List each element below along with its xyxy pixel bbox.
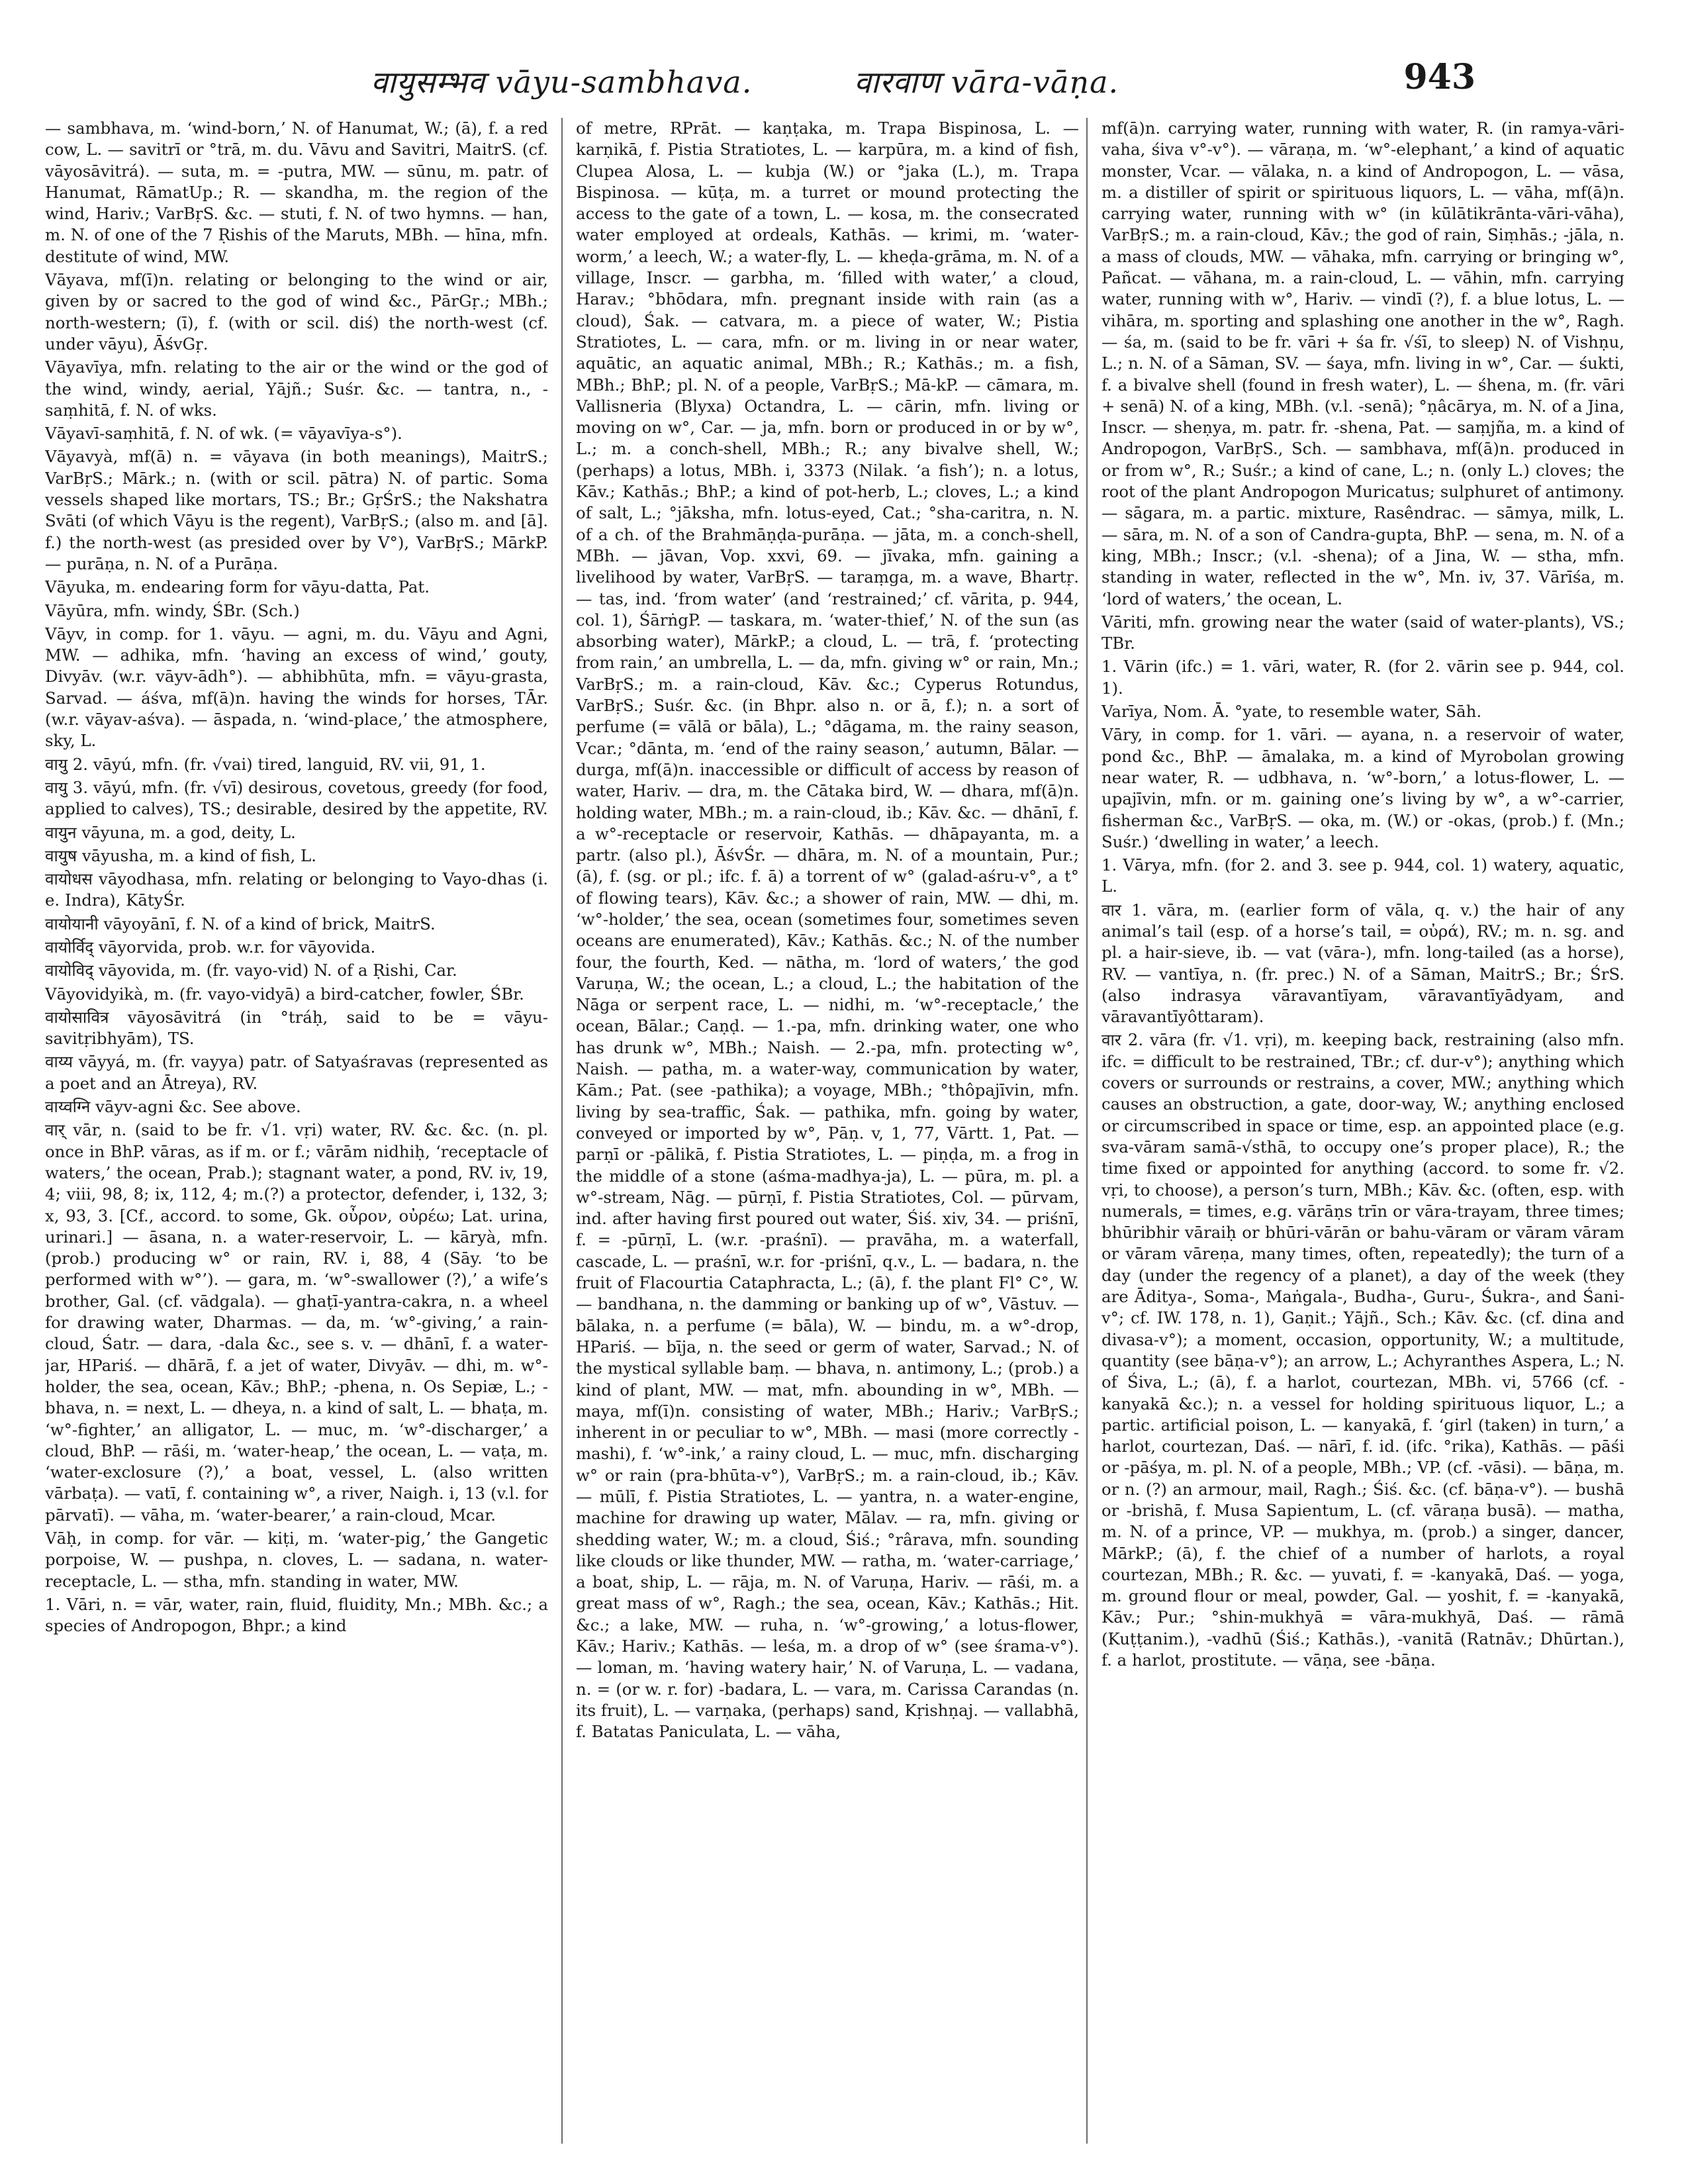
dictionary-entry: वाय्य vāyyá, m. (fr. vayya) patr. of Satyaśravas (represented as a poet and an Ātreya), RV.: [45, 1052, 548, 1093]
dictionary-entry: वायोर्विद् vāyorvida, prob. w.r. for vāyovida.: [45, 937, 376, 957]
column-divider: [1086, 118, 1088, 2144]
dictionary-entry: वार 2. vāra (fr. √1. vṛi), m. keeping back, restraining (also mfn. ifc. = difficult to be restrained, TBr.; cf. dur-v°); anything which covers or surrounds or restrains, a cover, MW.; anything which causes an obstruction, a gate, door-way, W.; anything enclosed or circumscribed in space or time, esp. an appointed place (e.g. sva-vāram samā-√sthā, to occupy one’s proper place), R.; the time fixed or appointed for anything (accord. to some fr. √2. vṛi, to choose), a person’s turn, MBh.; Kāv. &c. (often, esp. with numerals, = times, e.g. vārāṇs trīn or vāra-trayam, three times; bhūribhir vāraiḥ or bhūri-vārān or bahu-vāram or vāram vāram or vāram vāreṇa, many times, often, repeatedly); the turn of a day (under the regency of a planet), a day of the week (they are Āditya-, Soma-, Maṅgala-, Budha-, Guru-, Śukra-, and Śani-v°; cf. IW. 178, n. 1), Gaṇit.; Yājñ., Sch.; Kāv. &c. (cf. dina and divasa-v°); a moment, occasion, opportunity, W.; a multitude, quantity (see bāṇa-v°); an arrow, L.; Achyranthes Aspera, L.; N. of Śiva, L.; (ā), f. a harlot, courtezan, MBh. vi, 5766 (cf. -kanyakā &c.); n. a vessel for holding spirituous liquor, L.; a partic. artificial poison, L. — kanyakā, f. ‘girl (taken) in turn,’ a harlot, courtezan, Daś. — nārī, f. id. (ifc. °rika), Kathās. — pāśi or -pāśya, m. pl. N. of a people, MBh.; VP. (cf. -vāsi). — bāṇa, m. or n. (?) an armour, mail, Ragh.; Śiś. &c. (cf. bāṇa-v°). — bushā or -brishā, f. Musa Sapientum, L. (cf. vāraṇa busā). — matha, m. N. of a prince, VP. — mukhya, m. (prob.) a singer, dancer, MārkP.; (ā), f. the chief of a number of harlots, a royal courtezan, MBh.; R. &c. — yuvati, f. = -kanyakā, Daś. — yoga, m. ground flour or meal, powder, Gal. — yoshit, f. = -kanyakā, Kāv.; Pur.; °shin-mukhyā = vāra-mukhyā, Daś. — rāmā (Kuṭṭanim.), -vadhū (Śiś.; Kathās.), -vanitā (Ratnāv.; Dhūrtan.), f. a harlot, prostitute. — vāṇa, see -bāṇa.: [1101, 1030, 1624, 1670]
dictionary-entry: Vāyv, in comp. for 1. vāyu. — agni, m. du. Vāyu and Agni, MW. — adhika, mfn. ‘having an excess of wind,’ gouty, Divyāv. (w.r. vāyv-ādh°). — abhibhūta, mfn. = vāyu-grasta, Sarvad. — áśva, mf(ā)n. having the winds for horses, TĀr. (w.r. vāyav-aśva). — āspada, n. ‘wind-place,’ the atmosphere, sky, L.: [45, 624, 548, 751]
dictionary-entry: of metre, RPrāt. — kaṇṭaka, m. Trapa Bispinosa, L. — karṇikā, f. Pistia Stratiotes, L. — karpūra, m. a kind of fish, Clupea Alosa, L. — kubja (W.) or °jaka (L.), m. Trapa Bispinosa. — kūṭa, m. a turret or mound protecting the access to the gate of a town, L. — kosa, m. the consecrated water employed at ordeals, Kathās. — krimi, m. ‘water-worm,’ a leech, W.; a water-fly, L. — kheḍa-grāma, m. N. of a village, Inscr. — garbha, m. ‘filled with water,’ a cloud, Harav.; °bhōdara, mfn. pregnant inside with rain (as a cloud), Śak. — catvara, m. a piece of water, W.; Pistia Stratiotes, L. — cara, mfn. or m. living in or near water, aquātic, an aquatic animal, MBh.; R.; Kathās.; m. a fish, MBh.; BhP.; pl. N. of a people, VarBṛS.; Mā-kP. — cāmara, m. Vallisneria (Blyxa) Octandra, L. — cārin, mfn. living or moving on w°, Car. — ja, mfn. born or produced in or by w°, L.; m. a conch-shell, MBh.; R.; any bivalve shell, W.; (perhaps) a lotus, MBh. i, 3373 (Nilak. ‘a fish’); n. a lotus, Kāv.; Kathās.; BhP.; a kind of pot-herb, L.; cloves, L.; a kind of salt, L.; °jāksha, mfn. lotus-eyed, Cat.; °sha-caritra, n. N. of a ch. of the Brahmāṇḍa-purāṇa. — jāta, m. a conch-shell, MBh. — jāvan, Vop. xxvi, 69. — jīvaka, mfn. gaining a livelihood by water, VarBṛS. — taraṃga, m. a wave, Bhartṛ. — tas, ind. ‘from water’ (and ‘restrained;’ cf. vārita, p. 944, col. 1), ŚārṅgP. — taskara, m. ‘water-thief,’ N. of the sun (as absorbing water), MārkP.; a cloud, L. — trā, f. ‘protecting from rain,’ an umbrella, L. — da, mfn. giving w° or rain, Mn.; VarBṛS.; m. a rain-cloud, Kāv. &c.; Cyperus Rotundus, VarBṛS.; Suśr. &c. (in Bhpr. also n. or ā, f.); n. a sort of perfume (= vālā or bāla), L.; °dāgama, m. the rainy season, Vcar.; °dānta, m. ‘end of the rainy season,’ autumn, Bālar. — durga, mf(ā)n. inaccessible or difficult of access by reason of water, Hariv. — dra, m. the Cātaka bird, W. — dhara, mf(ā)n. holding water, MBh.; m. a rain-cloud, ib.; Kāv. &c. — dhānī, f. a w°-receptacle or reservoir, Kathās. — dhāpayanta, m. a partr. (also pl.), ĀśvŚr. — dhāra, m. N. of a mountain, Pur.; (ā), f. (sg. or pl.; ifc. f. ā) a torrent of w° (galad-aśru-v°, a t° of flowing tears), Kāv. &c.; a shower of rain, MW. — dhi, m. ‘w°-holder,’ the sea, ocean (sometimes four, sometimes seven oceans are enumerated), Kāv.; Kathās. &c.; N. of the number four, the fourth, Ked. — nātha, m. ‘lord of waters,’ the god Varuṇa, W.; the ocean, L.; a cloud, L.; the habitation of the Nāga or serpent race, L. — nidhi, m. ‘w°-receptacle,’ the ocean, Bālar.; Caṇḍ. — 1.-pa, mfn. drinking water, one who has drunk w°, MBh.; Naish. — 2.-pa, mfn. protecting w°, Naish. — patha, m. a water-way, communication by water, Kām.; Pat. (see -pathika); a voyage, MBh.; °thôpajīvin, mfn. living by sea-traffic, Śak. — pathika, mfn. going by water, conveyed or imported by w°, Pāṇ. v, 1, 77, Vārtt. 1, Pat. — parṇī or -pālikā, f. Pistia Stratiotes, L. — piṇḍa, m. a frog in the middle of a stone (aśma-madhya-ja), L. — pūra, m. pl. a w°-stream, Nāg. — pūrṇī, f. Pistia Stratiotes, Col. — pūrvam, ind. after having first poured out water, Śiś. xiv, 34. — priśnī, f. = -pūrṇī, L. (w.r. -praśnī). — pravāha, m. a waterfall, cascade, L. — praśnī, w.r. for -priśnī, q.v., L. — badara, n. the fruit of Flacourtia Cataphracta, L.; (ā), f. the plant Fl° C°, W. — bandhana, n. the damming or banking up of w°, Vāstuv. — bālaka, n. a perfume (= bāla), W. — bindu, m. a w°-drop, HPariś. — bīja, n. the seed or germ of water, Sarvad.; N. of the mystical syllable baṃ. — bhava, n. antimony, L.; (prob.) a kind of plant, MW. — mat, mfn. abounding in w°, MBh. — maya, mf(ī)n. consisting of water, MBh.; Hariv.; VarBṛS.; inherent in or peculiar to w°, MBh. — masi (more correctly -mashi), f. ‘w°-ink,’ a rainy cloud, L. — muc, mfn. discharging w° or rain (pra-bhūta-v°), VarBṛS.; m. a rain-cloud, ib.; Kāv. — mūlī, f. Pistia Stratiotes, L. — yantra, n. a water-engine, machine for drawing up water, Mālav. — ra, mfn. giving or shedding water, W.; m. a cloud, Śiś.; °rârava, mfn. sounding like clouds or like thunder, MW. — ratha, m. ‘water-carriage,’ a boat, ship, L. — rāja, m. N. of Varuṇa, Hariv. — rāśi, m. a great mass of w°, Ragh.; the sea, ocean, Kāv.; Kathās.; Hit. &c.; a lake, MW. — ruha, n. ‘w°-growing,’ a lotus-flower, Kāv.; Hariv.; Kathās. — leśa, m. a drop of w° (see śrama-v°). — loman, m. ‘having watery hair,’ N. of Varuṇa, L. — vadana, n. = (or w. r. for) -badara, L. — vara, m. Carissa Carandas (n. its fruit), L. — varṇaka, (perhaps) sand, Kṛishṇaj. — vallabhā, f. Batatas Paniculata, L. — vāha,: [576, 119, 1079, 1742]
dictionary-entry: वायु 2. vāyú, mfn. (fr. √vai) tired, languid, RV. vii, 91, 1.: [45, 754, 486, 774]
dictionary-entry: Vāyavīya, mfn. relating to the air or the wind or the god of the wind, windy, aerial, Yājñ.; Suśr. &c. — tantra, n., -saṃhitā, f. N. of wks.: [45, 357, 548, 420]
dictionary-entry: Vāyavī-saṃhitā, f. N. of wk. (= vāyavīya-s°).: [45, 424, 402, 444]
dictionary-entry: Vāyovidyikà, m. (fr. vayo-vidyā) a bird-catcher, fowler, ŚBr.: [45, 984, 524, 1004]
dictionary-entry: वायोधस vāyodhasa, mfn. relating or belonging to Vayo-dhas (i. e. Indra), KātyŚr.: [45, 869, 548, 910]
page-number: 943: [1403, 57, 1475, 97]
dictionary-entry: Vāry, in comp. for 1. vāri. — ayana, n. a reservoir of water, pond &c., BhP. — āmalaka, m. a kind of Myrobolan growing near water, R. — udbhava, n. ‘w°-born,’ a lotus-flower, L. — upajīvin, mfn. or m. gaining one’s living by w°, a w°-carrier, fisherman &c., VarBṛS. — oka, m. (W.) or -okas, (prob.) f. (Mn.; Suśr.) ‘dwelling in water,’ a leech.: [1101, 725, 1624, 851]
dictionary-entry: Vāriti, mfn. growing near the water (said of water-plants), VS.; TBr.: [1101, 612, 1624, 653]
dictionary-entry: Vāyuka, m. endearing form for vāyu-datta, Pat.: [45, 577, 430, 597]
dictionary-entry: वायुन vāyuna, m. a god, deity, L.: [45, 822, 296, 842]
running-header-center: वारवाण vāra-vāṇa.: [854, 64, 1119, 100]
dictionary-entry: वार 1. vāra, m. (earlier form of vāla, q. v.) the hair of any animal’s tail (esp. of a horse’s tail, = οὐρά), RV.; m. n. sg. and pl. a hair-sieve, ib. — vat (vāra-), mfn. long-tailed (as a horse), RV. — vantīya, n. (fr. prec.) N. of a Sāman, MaitrS.; Br.; ŚrS. (also indrasya vāravantīyam, vāravantīyādyam, and vāravantīyôttaram).: [1101, 900, 1624, 1027]
column-divider: [561, 118, 563, 2144]
dictionary-entry: mf(ā)n. carrying water, running with water, R. (in ramya-vāri-vaha, śiva v°-v°). — vāraṇa, m. ‘w°-elephant,’ a kind of aquatic monster, Vcar. — vālaka, n. a kind of Andropogon, L. — vāsa, m. a distiller of spirit or spirituous liquors, L. — vāha, mf(ā)n. carrying water, running with w° (in kūlātikrānta-vāri-vāha), VarBṛS.; m. a rain-cloud, Kāv.; the god of rain, Siṃhās.; -jāla, n. a mass of clouds, MW. — vāhaka, mfn. carrying or bringing w°, Pañcat. — vāhana, m. a rain-cloud, L. — vāhin, mfn. carrying water, running with w°, Hariv. — vindī (?), f. a blue lotus, L. — vihāra, m. sporting and splashing one another in the w°, Ragh. — śa, m. (said to be fr. vāri + śa fr. √śī, to sleep) N. of Vishṇu, L.; n. N. of a Sāman, SV. — śaya, mfn. living in w°, Car. — śukti, f. a bivalve shell (found in fresh water), L. — śhena, m. (fr. vāri + senā) N. of a king, MBh. (v.l. -senā); °ṇâcārya, m. N. of a Jina, Inscr. — sheṇya, m. patr. fr. -shena, Pat. — saṃjña, m. a kind of Andropogon, VarBṛS., Sch. — sambhava, mf(ā)n. produced in or from w°, R.; Suśr.; a kind of cane, L.; n. (only L.) cloves; the root of the plant Andropogon Muricatus; sulphuret of antimony. — sāgara, m. a partic. mixture, Rasêndrac. — sāmya, milk, L. — sāra, m. N. of a son of Candra-gupta, BhP. — sena, m. N. of a king, MBh.; Inscr.; (v.l. -shena); of a Jina, W. — stha, mfn. standing in water, reflected in the w°, Mn. iv, 37. Vārīśa, m. ‘lord of waters,’ the ocean, L.: [1101, 119, 1624, 608]
dictionary-entry: — sambhava, m. ‘wind-born,’ N. of Hanumat, W.; (ā), f. a red cow, L. — savitrī or °trā, m. du. Vāvu and Savitri, MaitrS. (cf. vāyosāvitrá). — suta, m. = -putra, MW. — sūnu, m. patr. of Hanumat, RāmatUp.; R. — skandha, m. the region of the wind, Hariv.; VarBṛS. &c. — stuti, f. N. of two hymns. — han, m. N. of one of the 7 Ṛishis of the Maruts, MBh. — hīna, mfn. destitute of wind, MW.: [45, 119, 548, 266]
column-2: [576, 118, 1079, 2144]
dictionary-entry: 1. Vāri, n. = vār, water, rain, fluid, fluidity, Mn.; MBh. &c.; a species of Andropogon, Bhpr.; a kind: [45, 1594, 548, 1636]
dictionary-entry: Varīya, Nom. Ā. °yate, to resemble water, Sāh.: [1101, 702, 1482, 722]
dictionary-entry: वायु 3. vāyú, mfn. (fr. √vī) desirous, covetous, greedy (for food, applied to calves), TS.; desirable, desired by the appetite, RV.: [45, 777, 548, 819]
dictionary-entry: Vāyūra, mfn. windy, ŚBr. (Sch.): [45, 600, 300, 620]
dictionary-entry: 1. Vārin (ifc.) = 1. vāri, water, R. (for 2. vārin see p. 944, col. 1).: [1101, 657, 1624, 698]
dictionary-entry: वार् vār, n. (said to be fr. √1. vṛi) water, RV. &c. &c. (n. pl. once in BhP. vāras, as if m. or f.; vārām nidhiḥ, ‘receptacle of waters,’ the ocean, Prab.); stagnant water, a pond, RV. iv, 19, 4; viii, 98, 8; ix, 112, 4; m.(?) a protector, defender, i, 132, 3; x, 93, 3. [Cf., accord. to some, Gk. οὖρον, οὐρέω; Lat. urina, urinari.] — āsana, n. a water-reservoir, L. — kāryà, mfn. (prob.) producing w° or rain, RV. i, 88, 4 (Sāy. ‘to be performed with w°’). — gara, m. ‘w°-swallower (?),’ a wife’s brother, Gal. (cf. vādgala). — ghaṭī-yantra-cakra, n. a wheel for drawing water, Dharmas. — da, m. ‘w°-giving,’ a rain-cloud, Śatr. — dara, -dala &c., see s. v. — dhānī, f. a water-jar, HPariś. — dhārā, f. a jet of water, Divyāv. — dhi, m. w°-holder, the sea, ocean, Kāv.; BhP.; -phena, n. Os Sepiæ, L.; -bhava, n. = next, L. — dheya, n. a kind of salt, L. — bhaṭa, m. ‘w°-fighter,’ an alligator, L. — muc, m. ‘w°-discharger,’ a cloud, BhP. — rāśi, m. ‘water-heap,’ the ocean, L. — vaṭa, m. ‘water-exclosure (?),’ a boat, vessel, L. (also written vārbaṭa). — vatī, f. containing w°, a river, Naigh. i, 13 (v.l. for pārvatī). — vāha, m. ‘water-bearer,’ a rain-cloud, Mcar.: [45, 1120, 548, 1525]
column-3: [1101, 118, 1624, 2144]
running-header-left: वायुसम्भव vāyu-sambhava.: [371, 64, 753, 100]
dictionary-entry: वायोयानी vāyoyānī, f. N. of a kind of brick, MaitrS.: [45, 914, 436, 933]
dictionary-entry: वायोविद् vāyovida, m. (fr. vayo-vid) N. of a Ṛishi, Car.: [45, 961, 457, 980]
dictionary-entry: वायोसावित्र vāyosāvitrá (in °tráḥ, said to be = vāyu-savitṛibhyām), TS.: [45, 1007, 548, 1049]
dictionary-entry: Vāḥ, in comp. for vār. — kiṭi, m. ‘water-pig,’ the Gangetic porpoise, W. — pushpa, n. cloves, L. — sadana, n. water-receptacle, L. — stha, mfn. standing in water, MW.: [45, 1529, 548, 1591]
dictionary-entry: Vāyavyà, mf(ā) n. = vāyava (in both meanings), MaitrS.; VarBṛS.; Mārk.; n. (with or scil. pātra) N. of partic. Soma vessels shaped like mortars, TS.; Br.; GṛŚrS.; the Nakshatra Svāti (of which Vāyu is the regent), VarBṛS.; (also m. and [ā]. f.) the north-west (as presided over by V°), VarBṛS.; MārkP. — purāṇa, n. N. of a Purāṇa.: [45, 447, 548, 573]
dictionary-entry: वायुष vāyusha, m. a kind of fish, L.: [45, 845, 316, 865]
dictionary-entry: 1. Vārya, mfn. (for 2. and 3. see p. 944, col. 1) watery, aquatic, L.: [1101, 855, 1624, 896]
column-1: [45, 118, 548, 2144]
dictionary-entry: Vāyava, mf(ī)n. relating or belonging to the wind or air, given by or sacred to the god of wind &c., PārGṛ.; MBh.; north-western; (ī), f. (with or scil. diś) the north-west (cf. under vāyu), ĀśvGṛ.: [45, 270, 548, 354]
dictionary-entry: वाय्वग्नि vāyv-agni &c. See above.: [45, 1097, 301, 1117]
